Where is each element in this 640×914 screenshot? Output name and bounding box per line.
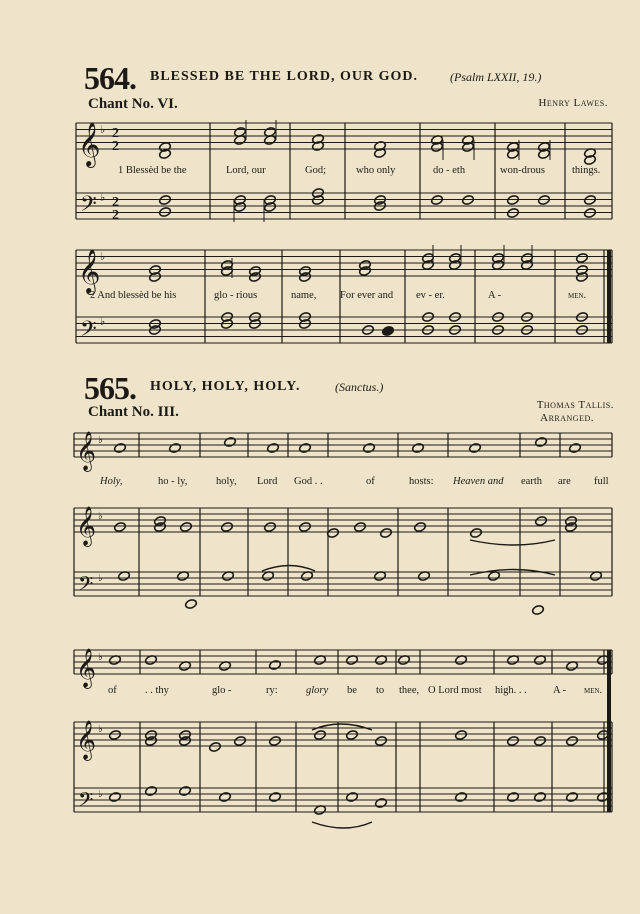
hymn-565-lyric-2-1: of xyxy=(108,685,117,696)
note-head xyxy=(507,736,520,747)
note-head xyxy=(109,730,122,741)
note-head xyxy=(412,443,425,454)
note-head xyxy=(534,792,547,803)
note-head xyxy=(180,522,193,533)
treble-clef-icon: 𝄞 xyxy=(76,648,97,688)
bass-clef-icon: 𝄢 xyxy=(80,317,97,347)
note-head xyxy=(299,443,312,454)
note-head xyxy=(267,443,280,454)
note-head xyxy=(109,792,122,803)
note-head xyxy=(380,528,393,539)
hymn-565-lyric-2-6: be xyxy=(347,685,357,696)
note-head xyxy=(145,786,158,797)
note-head xyxy=(532,605,545,616)
treble-clef-icon: 𝄞 xyxy=(78,122,101,166)
note-head xyxy=(209,742,222,753)
treble-clef-icon: 𝄞 xyxy=(76,506,97,546)
hymn-564-lyric-2-2: glo - rious xyxy=(214,290,258,301)
flat-icon: ♭ xyxy=(100,250,106,263)
note-head xyxy=(566,792,579,803)
hymn-564-title: BLESSED BE THE LORD, OUR GOD. xyxy=(150,69,418,84)
hymn-565-reference: (Sanctus.) xyxy=(335,380,384,394)
note-head xyxy=(535,516,548,527)
flat-icon: ♭ xyxy=(98,435,103,446)
hymn-565-lyric-1-2: ho - ly, xyxy=(158,476,188,487)
hymn-564-lyric-1-5: do - eth xyxy=(433,165,466,176)
hymn-565-lyric-1-1: Holy, xyxy=(100,476,123,487)
note-head xyxy=(269,792,282,803)
hymn-565-number: 565. xyxy=(84,370,136,406)
note-head xyxy=(169,443,182,454)
hymn-564-lyric-1-6: won-drous xyxy=(500,165,545,176)
hymn-564-lyric-2-6: A - xyxy=(488,290,502,301)
flat-icon: ♭ xyxy=(98,789,103,800)
note-head xyxy=(264,522,277,533)
note-head xyxy=(576,253,589,264)
note-head xyxy=(269,660,282,671)
hymn-564-lyric-2-3: name, xyxy=(291,290,317,301)
flat-icon: ♭ xyxy=(100,191,106,204)
flat-icon: ♭ xyxy=(98,652,103,663)
hymn-565-lyric-1-7: hosts: xyxy=(409,476,434,487)
hymn-564-lyric-1-7: things. xyxy=(572,165,601,176)
flat-icon: ♭ xyxy=(100,123,106,136)
tie xyxy=(470,540,555,545)
note-head xyxy=(346,792,359,803)
hymn-565-chant: Chant No. III. xyxy=(88,404,179,420)
hymn-565-lyric-1-9: earth xyxy=(521,476,542,487)
note-head xyxy=(299,522,312,533)
note-head xyxy=(114,522,127,533)
note-head xyxy=(534,736,547,747)
note-head xyxy=(375,736,388,747)
flat-icon: ♭ xyxy=(98,511,103,522)
flat-icon: ♭ xyxy=(98,724,103,735)
note-head xyxy=(179,786,192,797)
hymn-564-lyric-2-5: ev - er. xyxy=(416,290,445,301)
hymn-564-reference: (Psalm LXXII, 19.) xyxy=(450,70,542,84)
hymn-565-lyric-2-9: O Lord most xyxy=(428,685,482,696)
hymn-565-lyric-2-11: A - xyxy=(553,685,567,696)
tie xyxy=(312,822,372,828)
hymn-565-lyric-2-10: high. . . xyxy=(495,685,527,696)
treble-clef-icon: 𝄞 xyxy=(78,249,101,293)
hymn-565-lyric-2-7: to xyxy=(376,685,385,696)
time-signature: 2 xyxy=(112,195,119,210)
hymn-564-lyric-2-7: men. xyxy=(568,290,587,301)
hymn-564-lyric-1-1: 1 Blessèd be the xyxy=(118,165,187,176)
bass-clef-icon: 𝄢 xyxy=(78,572,94,600)
note-head xyxy=(234,736,247,747)
flat-icon: ♭ xyxy=(100,315,106,328)
note-head xyxy=(221,522,234,533)
note-head xyxy=(375,798,388,809)
note-head xyxy=(535,437,548,448)
hymn-564-composer: Henry Lawes. xyxy=(538,97,608,109)
hymn-565-lyric-2-8: thee, xyxy=(399,685,420,696)
hymn-565-lyric-2-2: . . thy xyxy=(145,685,169,696)
treble-clef-icon: 𝄞 xyxy=(76,431,97,471)
hymn-565-lyric-2-4: ry: xyxy=(266,685,278,696)
note-head xyxy=(382,326,395,337)
hymn-564-chant: Chant No. VI. xyxy=(88,96,178,112)
note-head xyxy=(507,792,520,803)
note-head xyxy=(219,792,232,803)
note-head xyxy=(455,792,468,803)
hymn-565-title: HOLY, HOLY, HOLY. xyxy=(150,379,301,394)
note-head xyxy=(363,443,376,454)
hymn-565-arranged: Arranged. xyxy=(540,412,594,424)
note-head xyxy=(224,437,237,448)
time-signature: 2 xyxy=(112,139,119,154)
time-signature: 2 xyxy=(112,126,119,141)
hymn-565-lyric-1-10: are xyxy=(558,476,571,487)
hymn-565-lyric-1-11: full xyxy=(594,476,609,487)
hymn-564-lyric-2-4: For ever and xyxy=(340,290,394,301)
hymn-564-lyric-1-4: who only xyxy=(356,165,396,176)
note-head xyxy=(470,528,483,539)
bass-clef-icon: 𝄢 xyxy=(80,192,97,222)
hymn-565-lyric-2-3: glo - xyxy=(212,685,232,696)
tie xyxy=(312,724,372,730)
hymn-564-number: 564. xyxy=(84,60,136,96)
note-head xyxy=(569,443,582,454)
note-head xyxy=(269,736,282,747)
hymn-565-lyric-1-6: of xyxy=(366,476,375,487)
hymn-565-lyric-2-12: men. xyxy=(584,685,603,696)
hymn-565-composer: Thomas Tallis. xyxy=(536,399,614,411)
hymn-565-lyric-1-4: Lord xyxy=(257,476,278,487)
note-head xyxy=(414,522,427,533)
hymn-564-lyric-1-3: God; xyxy=(305,165,326,176)
time-signature: 2 xyxy=(112,208,119,223)
flat-icon: ♭ xyxy=(98,573,103,584)
note-head xyxy=(346,730,359,741)
bass-clef-icon: 𝄢 xyxy=(78,788,94,816)
note-head xyxy=(566,736,579,747)
note-head xyxy=(455,730,468,741)
note-head xyxy=(469,443,482,454)
note-head xyxy=(114,443,127,454)
hymn-564-lyric-1-2: Lord, our xyxy=(226,165,266,176)
hymn-565-lyric-1-3: holy, xyxy=(216,476,237,487)
hymn-564-lyric-2-1: 2 And blessèd be his xyxy=(90,290,177,301)
note-head xyxy=(314,730,327,741)
note-head xyxy=(185,599,198,610)
note-head xyxy=(354,522,367,533)
treble-clef-icon: 𝄞 xyxy=(76,720,97,760)
hymn-565-lyric-2-5: glory xyxy=(306,685,329,696)
hymn-565-lyric-1-8: Heaven and xyxy=(453,476,504,487)
hymn-565-lyric-1-5: God . . xyxy=(294,476,323,487)
